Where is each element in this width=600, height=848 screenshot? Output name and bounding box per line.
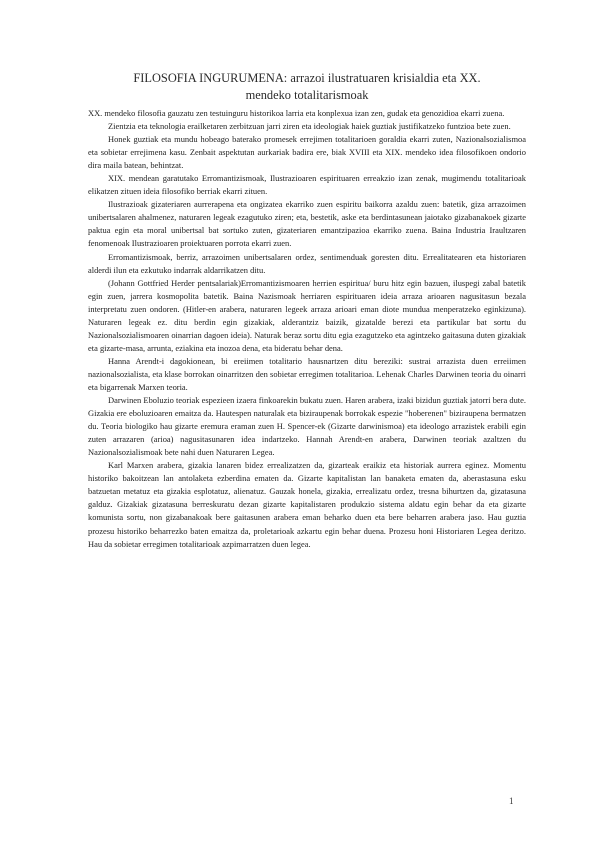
paragraph-totalitarian-rise: Honek guztiak eta mundu hobeago baterako promesek errejimen totalitarioen goraldia ekarri zuten, Nazionalsozialismoa eta sobietar errejimena kasu. Zenbait aspektutan aurkariak badira ere, biak XVIII eta XIX. mendeko idea filosofikoen ondorio dira maila batean, behintzat. xyxy=(88,134,526,171)
page-number: 1 xyxy=(509,796,514,806)
document-title: FILOSOFIA INGURUMENA: arrazoi ilustratuaren krisialdia eta XX. mendeko totalitarismoak xyxy=(133,71,481,102)
paragraph-enlightenment: Ilustrazioak gizateriaren aurrerapena eta ongizatea ekarriko zuen espiritu baikorra azaldu zuen: batetik, giza arrazoimen unibertsalaren ahalmenez, naturaren legeak ezagutuko ziren; eta, bestetik, aske eta berdintasunean jaiotako gizabanakoek gizarte paktua egin eta moral unibertsal bat sortuko zuten, gizateriaren emantzipazioa ekarriko zuena. Baina Industria Iraultzaren fenomenoak Ilustrazioaren proiektuaren porrota ekarri zuen. xyxy=(88,199,526,249)
paragraph-darwin: Darwinen Eboluzio teoriak espezieen izaera finkoarekin bukatu zuen. Haren arabera, izaki bizidun guztiak jatorri bera dute. Gizakia ere eboluzioaren emaitza da. Hautespen naturalak eta biziraupenak borrokak espezie "hoberenen" biziraupena bermatzen du. Teoria biologiko hau gizarte eremura eraman zuen H. Spencer-ek (Gizarte darwinismoa) eta ideologo arrazistek erabili egin zuten arrazaren (arioa) nagusitasunaren idea indartzeko. Hannah Arendt-en arabera, Darwinen teoriak azaltzen du Nazionalsozialismoak bete nahi duen Naturaren Legea. xyxy=(88,395,526,458)
paragraph-romanticism-intro: XIX. mendean garatutako Erromantizismoak, Ilustrazioaren espirituaren erreakzio izan zenak, mugimendu totalitarioak elikatzen zituen ideia filosofiko berriak ekarri zituen. xyxy=(88,173,526,197)
paragraph-arendt: Hanna Arendt-i dagokionean, bi ereiimen totalitario hausnartzen ditu bereziki: sustrai arrazista duen erreiimen nazionalsozialista, eta klase borrokan oinarritzen den sobietar erregimen totalitarioa. Lehenak Charles Darwinen teoria du oinarri eta bigarrenak Marxen teoria. xyxy=(88,355,526,392)
paragraph-herder: (Johann Gottfried Herder pentsalariak)Erromantizismoaren herrien espiritua/ buru hitz egin bazuen, iluspegi zabal batetik egin zuen, jarrera kosmopolita batetik. Baina Nazismoak herriaren espirituaren ideia arraza arioaren nagusitasun bezala interpretatu zuen ondoren. (Hitler-en arabera, naturaren legeek arraza arioari eman diote mundua menperatzeko eginkizuna). Naturaren legeak ez. ditu berdin egin gizakiak, alderantziz baizik, gizatalde berezi eta partikular bat sortu du Nazionalsozialismoaren oinarrian dagoen ideia). Naturak beraz sortu ditu egia ezagutzeko eta agintzeko gaitasuna duten gizakiak eta gizarte-masa, arrunta, eziakina eta inozoa dena, eta bideratu behar dena. xyxy=(88,277,526,353)
paragraph-science: Zientzia eta teknologia erailketaren zerbitzuan jarri ziren eta ideologiak haiek guztiak justifikatzeko funtzioa bete zuen. xyxy=(108,121,511,132)
document-page xyxy=(88,70,526,551)
paragraph-intro: XX. mendeko filosofia gauzatu zen testuinguru historikoa larria eta konplexua izan zen, gudak eta genozidioa ekarri zuena. xyxy=(88,108,505,118)
paragraph-romanticism: Erromantizismoak, berriz, arrazoimen unibertsalaren ordez, sentimenduak goresten ditu. Errealitatearen eta historiaren alderdi ilun eta ezkutuko indarrak aldarrikatzen ditu. xyxy=(88,251,526,275)
paragraph-marx: Karl Marxen arabera, gizakia lanaren bidez errealizatzen da, gizarteak eraikiz eta historiak aurrera eginez. Momentu historiko bakoitzean lan antolaketa ezberdina ematen da. Gizarte kapitalistan lan banaketa ematen da, aberastasuna esku batzuetan metatuz eta gizakia esplotatuz, alienatuz. Gauzak honela, gizakia, errealizatu ordez, tresna bihurtzen da, gizatasuna galduz. Gizakiak gizatasuna berreskuratu dezan gizarte kapitalistaren produkzio sistema aldatu egin behar da eta gizarte komunista sortu, non gizabanakoak bere gaitasunen arabera eman beharko duen eta bere beharren arabera jaso. Hau guztia prozesu historiko beharrezko baten emaitza da, proletarioak azkartu egin behar duena. Prozesu honi Historiaren Legea deritzo. Hau da sobietar erregimen totalitarioak azpimarratzen duen legea. xyxy=(88,460,526,549)
